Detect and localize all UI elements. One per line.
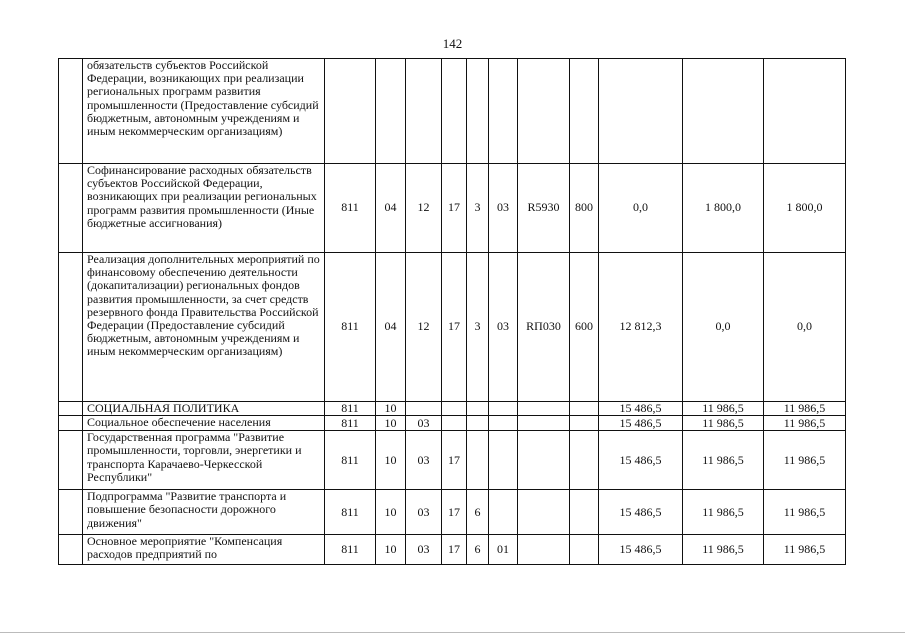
table-row	[59, 490, 846, 535]
code-subsection: 03	[406, 431, 442, 490]
code-event	[489, 59, 518, 164]
code-expense-type	[570, 490, 599, 535]
code-ministry: 811	[325, 431, 376, 490]
amount-2: 11 986,5	[683, 402, 764, 416]
code-event	[489, 490, 518, 535]
blank-cell	[59, 164, 83, 253]
code-expense-type	[570, 535, 599, 565]
amount-3: 1 800,0	[764, 164, 846, 253]
code-subprogram	[467, 59, 489, 164]
code-ministry: 811	[325, 402, 376, 416]
amount-1: 15 486,5	[599, 535, 683, 565]
code-subprogram: 3	[467, 253, 489, 402]
item-name: Реализация дополнительных мероприятий по финансовому обеспечению деятельности (докапитализации) региональных фондов развития промышленности, за счет средств резервного фонда Правительства Российской Федерации (Предоставление субсидий бюджетным, автономным учреждениям и иным некоммерческим организациям)	[83, 253, 325, 402]
code-event	[489, 402, 518, 416]
code-expense-type	[570, 431, 599, 490]
code-direction: R5930	[518, 164, 570, 253]
code-program: 17	[442, 253, 467, 402]
blank-cell	[59, 59, 83, 164]
table-row	[59, 416, 846, 431]
code-expense-type: 600	[570, 253, 599, 402]
code-subprogram	[467, 431, 489, 490]
budget-table	[58, 58, 846, 565]
code-subsection: 03	[406, 535, 442, 565]
item-name: Социальное обеспечение населения	[83, 416, 325, 431]
code-ministry: 811	[325, 535, 376, 565]
code-expense-type	[570, 59, 599, 164]
code-program	[442, 402, 467, 416]
code-expense-type	[570, 416, 599, 431]
code-subprogram	[467, 402, 489, 416]
code-ministry: 811	[325, 253, 376, 402]
code-subsection	[406, 59, 442, 164]
code-program	[442, 59, 467, 164]
amount-1: 0,0	[599, 164, 683, 253]
amount-2: 11 986,5	[683, 490, 764, 535]
code-ministry	[325, 59, 376, 164]
code-program: 17	[442, 535, 467, 565]
page-number: 142	[442, 36, 463, 51]
item-name: СОЦИАЛЬНАЯ ПОЛИТИКА	[83, 402, 325, 416]
code-ministry: 811	[325, 416, 376, 431]
code-section: 10	[376, 535, 406, 565]
amount-1: 15 486,5	[599, 416, 683, 431]
amount-2: 0,0	[683, 253, 764, 402]
item-name: Основное мероприятие "Компенсация расходов предприятий по	[83, 535, 325, 565]
code-subsection: 12	[406, 164, 442, 253]
code-event: 01	[489, 535, 518, 565]
amount-1: 12 812,3	[599, 253, 683, 402]
code-program: 17	[442, 431, 467, 490]
code-subprogram: 6	[467, 490, 489, 535]
amount-2: 11 986,5	[683, 431, 764, 490]
code-subsection	[406, 402, 442, 416]
table-row	[59, 535, 846, 565]
item-name: Софинансирование расходных обязательств субъектов Российской Федерации, возникающих при реализации региональных программ развития промышленности (Иные бюджетные ассигнования)	[83, 164, 325, 253]
code-subprogram: 6	[467, 535, 489, 565]
code-section: 04	[376, 164, 406, 253]
code-event: 03	[489, 164, 518, 253]
amount-1: 15 486,5	[599, 490, 683, 535]
code-direction	[518, 416, 570, 431]
code-direction: RП030	[518, 253, 570, 402]
page-bottom-rule	[0, 632, 905, 633]
amount-3: 0,0	[764, 253, 846, 402]
code-ministry: 811	[325, 164, 376, 253]
code-subsection: 03	[406, 490, 442, 535]
code-section: 10	[376, 402, 406, 416]
table-row	[59, 431, 846, 490]
table-row	[59, 402, 846, 416]
code-subprogram: 3	[467, 164, 489, 253]
code-event	[489, 416, 518, 431]
table-row	[59, 59, 846, 164]
code-event	[489, 431, 518, 490]
amount-2: 11 986,5	[683, 416, 764, 431]
amount-3: 11 986,5	[764, 431, 846, 490]
code-section: 10	[376, 416, 406, 431]
code-expense-type	[570, 402, 599, 416]
code-subprogram	[467, 416, 489, 431]
blank-cell	[59, 535, 83, 565]
blank-cell	[59, 253, 83, 402]
amount-1	[599, 59, 683, 164]
code-section: 04	[376, 253, 406, 402]
blank-cell	[59, 416, 83, 431]
blank-cell	[59, 431, 83, 490]
item-name: Государственная программа "Развитие промышленности, торговли, энергетики и транспорта Карачаево-Черкесской Республики"	[83, 431, 325, 490]
code-program: 17	[442, 164, 467, 253]
code-ministry: 811	[325, 490, 376, 535]
code-direction	[518, 402, 570, 416]
blank-cell	[59, 490, 83, 535]
amount-2: 1 800,0	[683, 164, 764, 253]
amount-2: 11 986,5	[683, 535, 764, 565]
code-section: 10	[376, 490, 406, 535]
code-event: 03	[489, 253, 518, 402]
amount-3: 11 986,5	[764, 402, 846, 416]
table-row	[59, 253, 846, 402]
code-direction	[518, 490, 570, 535]
code-subsection: 12	[406, 253, 442, 402]
code-direction	[518, 535, 570, 565]
code-direction	[518, 59, 570, 164]
code-expense-type: 800	[570, 164, 599, 253]
code-section	[376, 59, 406, 164]
amount-3: 11 986,5	[764, 535, 846, 565]
amount-3	[764, 59, 846, 164]
code-program: 17	[442, 490, 467, 535]
item-name: обязательств субъектов Российской Федерации, возникающих при реализации региональных программ развития промышленности (Предоставление субсидий бюджетным, автономным учреждениям и иным некоммерческим организациям)	[83, 59, 325, 164]
amount-3: 11 986,5	[764, 490, 846, 535]
table-row	[59, 164, 846, 253]
amount-1: 15 486,5	[599, 402, 683, 416]
code-subsection: 03	[406, 416, 442, 431]
amount-2	[683, 59, 764, 164]
code-section: 10	[376, 431, 406, 490]
code-direction	[518, 431, 570, 490]
code-program	[442, 416, 467, 431]
blank-cell	[59, 402, 83, 416]
amount-1: 15 486,5	[599, 431, 683, 490]
amount-3: 11 986,5	[764, 416, 846, 431]
item-name: Подпрограмма "Развитие транспорта и повышение безопасности дорожного движения"	[83, 490, 325, 535]
